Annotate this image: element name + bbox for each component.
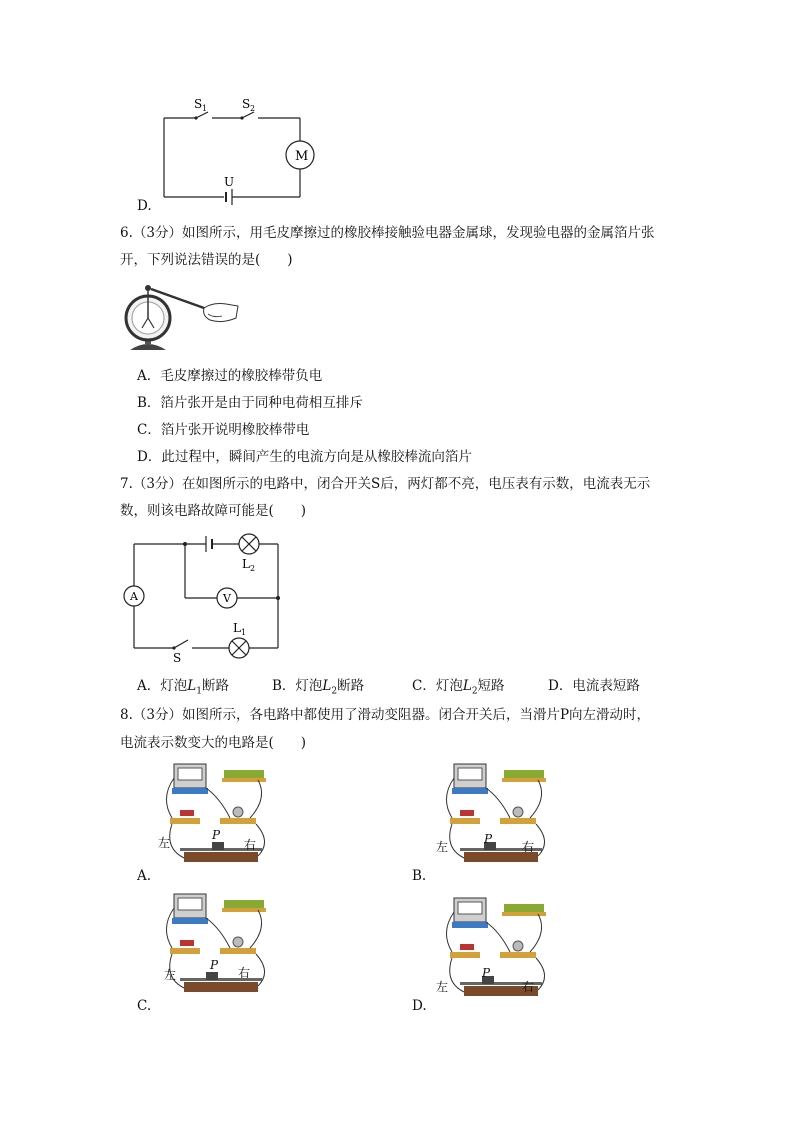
- q8-option-c-label: C.: [137, 998, 152, 1014]
- slider-p-label: P: [210, 958, 219, 972]
- q7-option-a: A．灯泡$L_1$断路: [137, 678, 229, 697]
- left-label: 左: [164, 968, 177, 982]
- right-label: 右: [522, 840, 535, 854]
- source-label: U: [224, 175, 235, 189]
- switch-s2-sub: 2: [250, 104, 256, 113]
- q5-circuit-diagram: [150, 92, 320, 207]
- switch-s1-sub: 1: [202, 104, 208, 113]
- q8-option-b-label: B.: [412, 868, 427, 884]
- switch-s1-label: S: [194, 97, 203, 111]
- q7-circuit-diagram: [118, 530, 288, 665]
- q7-option-d: D．电流表短路: [548, 678, 640, 694]
- q7-stem-line1: 7.（3分）在如图所示的电路中，闭合开关S后，两灯都不亮，电压表有示数，电流表无示: [120, 476, 651, 492]
- q7-stem-line2: 数，则该电路故障可能是( ): [120, 503, 307, 519]
- right-label: 右: [238, 966, 251, 980]
- slider-p-label: P: [484, 832, 493, 846]
- left-label: 左: [158, 836, 171, 850]
- q8-figure-b: [430, 758, 560, 878]
- q6-option-c: C．箔片张开说明橡胶棒带电: [137, 422, 310, 438]
- voltmeter-label: V: [223, 592, 231, 605]
- lamp-l1-label: L: [233, 621, 241, 635]
- q8-stem-line2: 电流表示数变大的电路是( ): [120, 735, 307, 751]
- left-label: 左: [436, 840, 449, 854]
- right-label: 右: [244, 838, 257, 852]
- motor-label: M: [295, 149, 309, 164]
- q6-stem-line1: 6.（3分）如图所示，用毛皮摩擦过的橡胶棒接触验电器金属球，发现验电器的金属箔片张: [120, 225, 655, 241]
- q7-option-c: C．灯泡$L_2$短路: [412, 678, 505, 697]
- q8-figure-d: [430, 892, 560, 1012]
- left-label: 左: [436, 980, 449, 994]
- rheostat-circuit-a: [150, 758, 280, 878]
- switch-s-label: S: [173, 651, 182, 665]
- q8-option-d-label: D.: [412, 998, 427, 1014]
- switch-s2-label: S: [242, 97, 251, 111]
- lamp-l2-sub: 2: [250, 564, 256, 573]
- q8-option-a-label: A.: [137, 868, 152, 884]
- electroscope-figure: [118, 280, 243, 355]
- lamp-l1-sub: 1: [241, 628, 247, 637]
- ammeter-label: A: [130, 590, 138, 603]
- lamp-l2-label: L: [242, 557, 250, 571]
- q6-stem-line2: 开，下列说法错误的是( ): [120, 252, 293, 268]
- slider-p-label: P: [482, 966, 491, 980]
- q8-stem-line1: 8.（3分）如图所示，各电路中都使用了滑动变阻器。闭合开关后，当滑片P向左滑动时，: [120, 707, 651, 723]
- q6-option-d: D．此过程中，瞬间产生的电流方向是从橡胶棒流向箔片: [137, 449, 472, 465]
- q6-option-b: B．箔片张开是由于同种电荷相互排斥: [137, 395, 363, 411]
- q6-option-a: A．毛皮摩擦过的橡胶棒带负电: [137, 368, 323, 384]
- rheostat-circuit-c: [150, 888, 280, 1008]
- q7-option-b: B．灯泡$L_2$断路: [272, 678, 365, 697]
- right-label: 右: [522, 980, 535, 994]
- rheostat-circuit-b: [430, 758, 560, 878]
- q5-option-d-label: D.: [137, 198, 152, 214]
- slider-p-label: P: [212, 828, 221, 842]
- q8-figure-c: [150, 888, 280, 1008]
- q8-figure-a: [150, 758, 280, 878]
- rheostat-circuit-d: [430, 892, 560, 1012]
